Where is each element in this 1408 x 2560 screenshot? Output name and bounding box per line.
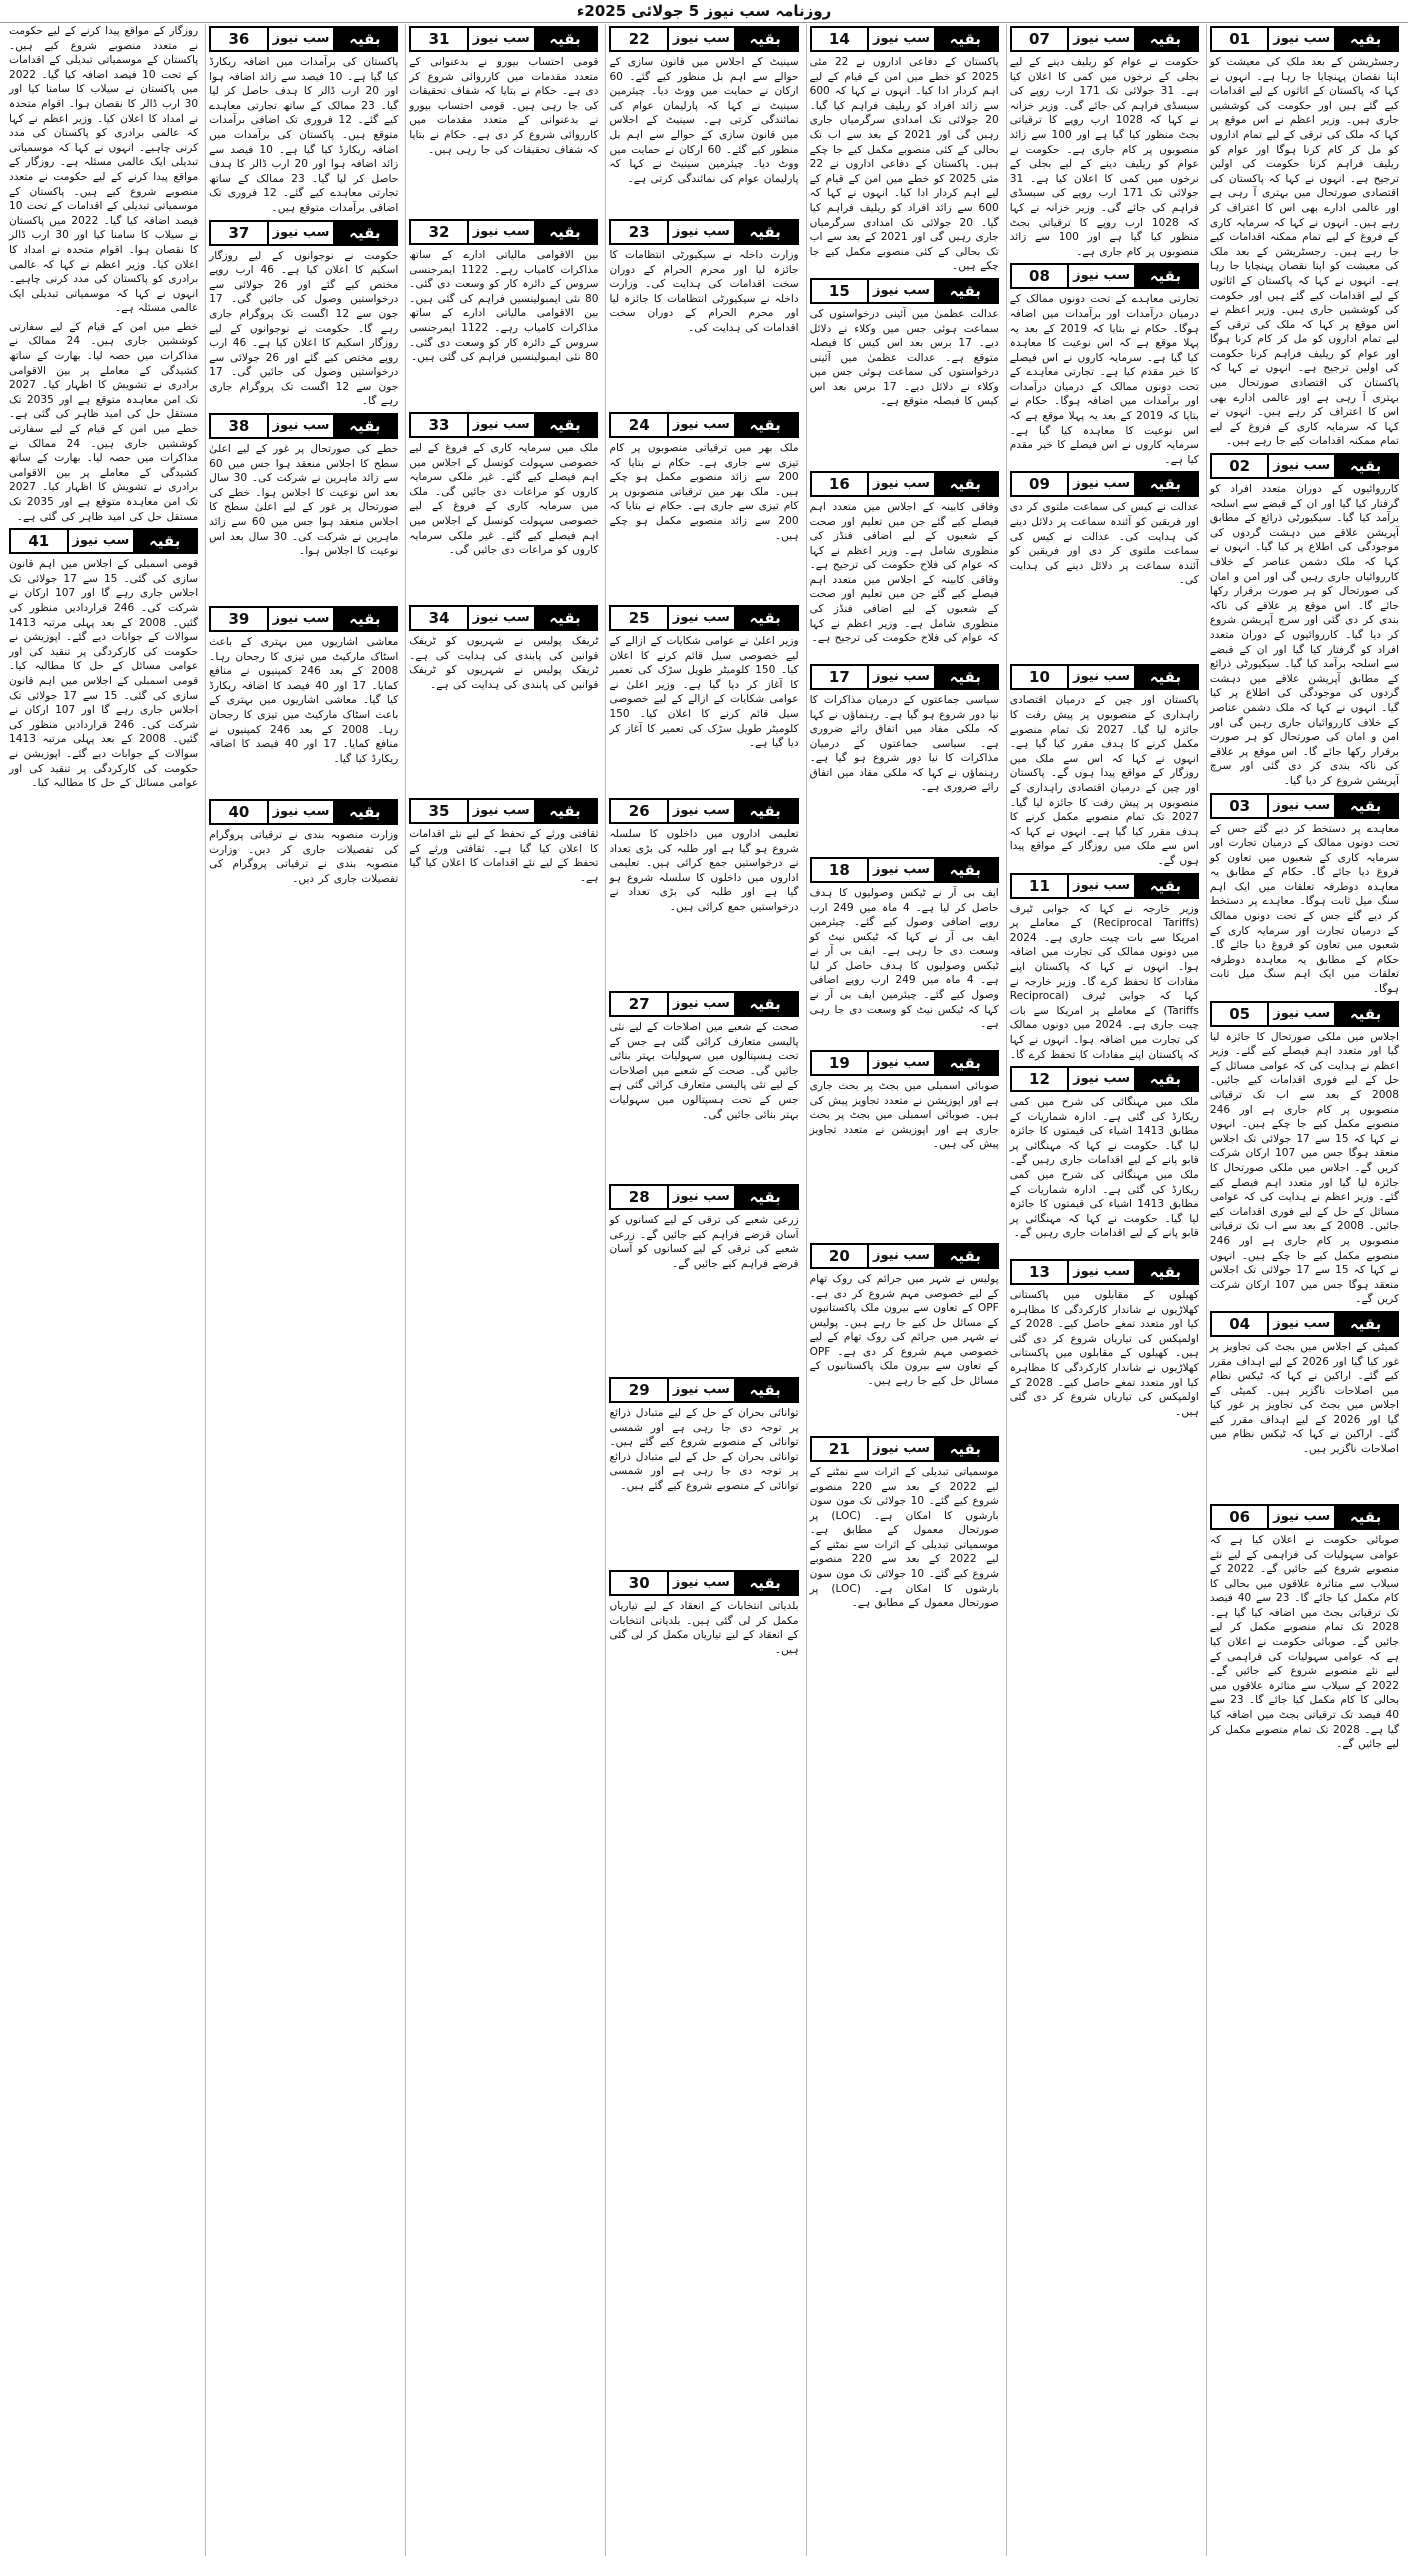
continuation-label: بقیہ — [333, 222, 396, 244]
section-label: سب نیوز — [1073, 1071, 1131, 1087]
continuation-text: ایف بی آر نے ٹیکس وصولیوں کا ہدف حاصل کر لیا ہے۔ 4 ماہ میں 249 ارب روپے اضافی وصول کیے گئے۔ چیئرمین ایف بی آر نے کہا کہ ٹیکس نیٹ کو وسعت دی جا رہی ہے۔ ایف بی آر نے ٹیکس وصولیوں کا ہدف حاصل کر لیا ہے۔ 4 ماہ میں 249 ارب روپے اضافی وصول کیے گئے۔ چیئرمین ایف بی آر نے کہا کہ ٹیکس نیٹ کو وسعت دی جا رہی ہے۔ — [809, 886, 999, 1031]
continuation-number: 09 — [1012, 473, 1070, 495]
section-label: سب نیوز — [672, 996, 730, 1011]
continuation-number: 31 — [411, 28, 469, 50]
continuation-text: ملک میں سرمایہ کاری کے فروغ کے لیے خصوصی سہولت کونسل کے اجلاس میں اہم فیصلے کیے گئے۔ غیر ملکی سرمایہ کاروں کو مراعات دی جائیں گی۔ ملک میں سرمایہ کاری کے فروغ کے لیے خصوصی سہولت کونسل کے اجلاس میں اہم فیصلے کیے گئے۔ غیر ملکی سرمایہ کاروں کو مراعات دی جائیں گی۔ — [409, 442, 599, 557]
continuation-text: رجسٹریشن کے بعد ملک کی معیشت کو اپنا نقصان پہنچایا جا رہا ہے۔ انہوں نے کہا کہ پاکستان کے اثاثوں کے لیے اقدامات کیے گئے ہیں اور حکومت کی کوششیں جاری ہیں۔ وزیر اعظم نے اس موقع پر کہا کہ ملک کی ترقی کے لیے تمام اداروں کو مل کر کام کرنا ہوگا اور عوام کو ریلیف فراہم کرنا حکومت کی اولین ترجیح ہے۔ انہوں نے کہا کہ پاکستان کی اقتصادی صورتحال میں بہتری آ رہی ہے اور عالمی ادارے بھی اس کا اعتراف کر رہے ہیں۔ انہوں نے کہا کہ سرمایہ کاری کے فروغ کے لیے تمام ممکنہ اقدامات کیے جا رہے ہیں۔ رجسٹریشن کے بعد ملک کی معیشت کو اپنا نقصان پہنچایا جا رہا ہے۔ انہوں نے کہا کہ پاکستان کے اثاثوں کے لیے اقدامات کیے گئے ہیں اور حکومت کی کوششیں جاری ہیں۔ وزیر اعظم نے اس موقع پر کہا کہ ملک کی ترقی کے لیے تمام اداروں کو مل کر کام کرنا ہوگا اور عوام کو ریلیف فراہم کرنا حکومت کی اولین ترجیح ہے۔ انہوں نے کہا کہ پاکستان کی اقتصادی صورتحال میں بہتری آ رہی ہے اور عالمی ادارے بھی اس کا اعتراف کر رہے ہیں۔ انہوں نے کہا کہ سرمایہ کاری کے فروغ کے لیے تمام ممکنہ اقدامات کیے جا رہے ہیں۔ — [1209, 56, 1399, 448]
continuation-number: 03 — [1212, 795, 1270, 817]
continuation-number: 10 — [1012, 666, 1070, 688]
continuation-header — [810, 1436, 999, 1462]
continuation-header — [1010, 1259, 1199, 1285]
continuation-header — [609, 1570, 798, 1596]
continuation-label: بقیہ — [1134, 666, 1197, 688]
continuation-header — [209, 220, 398, 246]
continuation-label: بقیہ — [934, 1438, 997, 1460]
continuation-header — [609, 991, 798, 1017]
continuation-label: بقیہ — [1134, 473, 1197, 495]
continuation-label: بقیہ — [734, 993, 797, 1015]
continuation-label: بقیہ — [1134, 28, 1197, 50]
continuation-block — [1210, 793, 1399, 997]
section-label: سب نیوز — [672, 610, 730, 625]
continuation-header — [1210, 793, 1399, 819]
continuation-text: وزیر خارجہ نے کہا کہ جوابی ٹیرف (Reciprocal Tariffs) کے معاملے پر امریکا سے بات چیت جاری ہے۔ 2024 میں دونوں ممالک کی تجارت میں اضافہ ہوا۔ انہوں نے کہا کہ پاکستان اپنے مفادات کا تحفظ کرے گا۔ وزیر خارجہ نے کہا کہ جوابی ٹیرف (Reciprocal Tariffs) کے معاملے پر امریکا سے بات چیت جاری ہے۔ 2024 میں دونوں ممالک کی تجارت میں اضافہ ہوا۔ انہوں نے کہا کہ پاکستان اپنے مفادات کا تحفظ کرے گا۔ — [1009, 902, 1199, 1061]
continuation-block — [609, 1570, 798, 1759]
continuation-header — [209, 606, 398, 632]
continuation-label: بقیہ — [1334, 455, 1397, 477]
section-label: سب نیوز — [872, 1054, 930, 1070]
continuation-label: بقیہ — [734, 1379, 797, 1401]
section-label: سب نیوز — [1273, 31, 1331, 46]
section-label: سب نیوز — [672, 224, 730, 239]
continuation-number: 18 — [812, 859, 870, 881]
section-label: سب نیوز — [672, 1575, 730, 1590]
continuation-block — [409, 412, 598, 601]
continuation-number: 38 — [211, 415, 269, 437]
continuation-block — [1210, 26, 1399, 449]
section-label: سب نیوز — [872, 1440, 930, 1456]
continuation-number: 40 — [211, 801, 269, 823]
continuation-number: 16 — [812, 473, 870, 495]
continuation-text: پاکستان اور چین کے درمیان اقتصادی راہداری کے منصوبوں پر پیش رفت کا جائزہ لیا گیا۔ 2027 تک تمام منصوبے مکمل کرنے کا ہدف مقرر کیا گیا ہے۔ انہوں نے کہا کہ اس سے ملک میں روزگار کے مواقع پیدا ہوں گے۔ پاکستان اور چین کے درمیان اقتصادی راہداری کے منصوبوں پر پیش رفت کا جائزہ لیا گیا۔ 2027 تک تمام منصوبے مکمل کرنے کا ہدف مقرر کیا گیا ہے۔ انہوں نے کہا کہ اس سے ملک میں روزگار کے مواقع پیدا ہوں گے۔ — [1009, 694, 1199, 867]
continuation-header — [209, 799, 398, 825]
continuation-number: 12 — [1012, 1068, 1070, 1090]
continuation-block — [209, 220, 398, 410]
continuation-header — [409, 605, 598, 631]
continuation-text: ثقافتی ورثے کے تحفظ کے لیے نئے اقدامات کا اعلان کیا گیا ہے۔ ثقافتی ورثے کے تحفظ کے لیے نئے اقدامات کا اعلان کیا گیا ہے۔ — [409, 828, 599, 884]
continuation-header — [810, 857, 999, 883]
continuation-header — [609, 412, 798, 438]
continuation-header — [409, 219, 598, 245]
continuation-label: بقیہ — [534, 221, 597, 243]
section-label: سب نیوز — [872, 668, 930, 684]
continuation-header — [609, 219, 798, 245]
continuation-header — [609, 26, 798, 52]
section-label: سب نیوز — [872, 282, 930, 298]
section-label: سب نیوز — [472, 224, 530, 239]
continuation-text: خطے کی صورتحال پر غور کے لیے اعلیٰ سطح کا اجلاس منعقد ہوا جس میں 60 سے زائد ماہرین نے شرکت کی۔ 30 سال بعد اس نوعیت کا اجلاس ہوا۔ خطے کی صورتحال پر غور کے لیے اعلیٰ سطح کا اجلاس منعقد ہوا جس میں 60 سے زائد ماہرین نے شرکت کی۔ 30 سال بعد اس نوعیت کا اجلاس ہوا۔ — [209, 443, 399, 558]
continuation-number: 06 — [1212, 1506, 1270, 1528]
section-label: سب نیوز — [672, 1189, 730, 1204]
continuation-header — [1210, 453, 1399, 479]
continuation-block — [1210, 1001, 1399, 1307]
continuation-number: 04 — [1212, 1313, 1270, 1335]
section-label: سب نیوز — [472, 803, 530, 818]
continuation-number: 17 — [812, 666, 870, 688]
continuation-header — [209, 26, 398, 52]
continuation-text: بین الاقوامی مالیاتی ادارے کے ساتھ مذاکرات کامیاب رہے۔ 1122 ایمرجنسی سروس کے دائرہ کار کو وسعت دی گئی۔ 80 نئی ایمبولینسیں فراہم کی گئی ہیں۔ بین الاقوامی مالیاتی ادارے کے ساتھ مذاکرات کامیاب رہے۔ 1122 ایمرجنسی سروس کے دائرہ کار کو وسعت دی گئی۔ 80 نئی ایمبولینسیں فراہم کی گئی ہیں۔ — [409, 249, 599, 364]
continuation-text: خطے میں امن کے قیام کے لیے سفارتی کوششیں جاری ہیں۔ 24 ممالک نے مذاکرات میں حصہ لیا۔ بھارت کے ساتھ کشیدگی کے معاملے پر بین الاقوامی برادری نے تشویش کا اظہار کیا۔ 2027 تک امن معاہدہ متوقع ہے اور 2035 تک مستقل حل کی امید ظاہر کی گئی ہے۔ خطے میں امن کے قیام کے لیے سفارتی کوششیں جاری ہیں۔ 24 ممالک نے مذاکرات میں حصہ لیا۔ بھارت کے ساتھ کشیدگی کے معاملے پر بین الاقوامی برادری نے تشویش کا اظہار کیا۔ 2027 تک امن معاہدہ متوقع ہے اور 2035 تک مستقل حل کی امید ظاہر کی گئی ہے۔ — [9, 320, 199, 523]
continuation-block — [9, 24, 198, 316]
continuation-header — [810, 664, 999, 690]
continuation-header — [1210, 26, 1399, 52]
continuation-text: پاکستان کی برآمدات میں اضافہ ریکارڈ کیا گیا ہے۔ 10 فیصد سے زائد اضافہ ہوا اور 20 ارب ڈالر کا ہدف حاصل کر لیا گیا۔ 23 ممالک کے ساتھ تجارتی معاہدے کیے گئے۔ 12 فروری تک اضافی برآمدات متوقع ہیں۔ پاکستان کی برآمدات میں اضافہ ریکارڈ کیا گیا ہے۔ 10 فیصد سے زائد اضافہ ہوا اور 20 ارب ڈالر کا ہدف حاصل کر لیا گیا۔ 23 ممالک کے ساتھ تجارتی معاہدے کیے گئے۔ 12 فروری تک اضافی برآمدات متوقع ہیں۔ — [209, 56, 399, 214]
continuation-text: عدالت عظمیٰ میں آئینی درخواستوں کی سماعت ہوئی جس میں وکلاء نے دلائل دیے۔ 17 برس بعد اس کیس کا فیصلہ متوقع ہے۔ عدالت عظمیٰ میں آئینی درخواستوں کی سماعت ہوئی جس میں وکلاء نے دلائل دیے۔ 17 برس بعد اس کیس کا فیصلہ متوقع ہے۔ — [809, 307, 999, 408]
continuation-block — [209, 606, 398, 795]
section-label: سب نیوز — [272, 804, 330, 820]
continuation-text: زرعی شعبے کی ترقی کے لیے کسانوں کو آسان قرضے فراہم کیے جائیں گے۔ زرعی شعبے کی ترقی کے لیے کسانوں کو آسان قرضے فراہم کیے جائیں گے۔ — [609, 1214, 799, 1270]
continuation-number: 26 — [611, 800, 669, 822]
continuation-text: موسمیاتی تبدیلی کے اثرات سے نمٹنے کے لیے 2022 کے بعد سے 220 منصوبے شروع کیے گئے۔ 10 جولائی تک مون سون بارشوں کا امکان ہے۔ (LOC) پر صورتحال معمول کے مطابق ہے۔ موسمیاتی تبدیلی کے اثرات سے نمٹنے کے لیے 2022 کے بعد سے 220 منصوبے شروع کیے گئے۔ 10 جولائی تک مون سون بارشوں کا امکان ہے۔ (LOC) پر صورتحال معمول کے مطابق ہے۔ — [809, 1465, 999, 1610]
continuation-block — [1010, 26, 1199, 259]
continuation-text: ملک میں مہنگائی کی شرح میں کمی ریکارڈ کی گئی ہے۔ ادارہ شماریات کے مطابق 1413 اشیاء کی قیمتوں کا جائزہ لیا گیا۔ حکومت نے کہا کہ مہنگائی پر قابو پانے کے لیے اقدامات جاری رہیں گے۔ ملک میں مہنگائی کی شرح میں کمی ریکارڈ کی گئی ہے۔ ادارہ شماریات کے مطابق 1413 اشیاء کی قیمتوں کا جائزہ لیا گیا۔ حکومت نے کہا کہ مہنگائی پر قابو پانے کے لیے اقدامات جاری رہیں گے۔ — [1009, 1096, 1199, 1240]
section-label: سب نیوز — [1073, 877, 1131, 893]
continuation-label: بقیہ — [534, 414, 597, 436]
continuation-text: پولیس نے شہر میں جرائم کی روک تھام کے لیے خصوصی مہم شروع کر دی ہے۔ OPF کے تعاون سے بیرون ملک پاکستانیوں کے مسائل حل کیے جا رہے ہیں۔ پولیس نے شہر میں جرائم کی روک تھام کے لیے خصوصی مہم شروع کر دی ہے۔ OPF کے تعاون سے بیرون ملک پاکستانیوں کے مسائل حل کیے جا رہے ہیں۔ — [809, 1272, 999, 1388]
section-label: سب نیوز — [672, 1382, 730, 1397]
section-label: سب نیوز — [872, 1247, 930, 1263]
continuation-number: 24 — [611, 414, 669, 436]
continuation-header — [1010, 1066, 1199, 1092]
continuation-label: بقیہ — [734, 1186, 797, 1208]
continuation-block — [810, 664, 999, 853]
continuation-label: بقیہ — [1334, 1506, 1397, 1528]
continuation-text: بلدیاتی انتخابات کے انعقاد کے لیے تیاریاں مکمل کر لی گئی ہیں۔ بلدیاتی انتخابات کے انعقاد کے لیے تیاریاں مکمل کر لی گئی ہیں۔ — [609, 1600, 799, 1656]
continuation-number: 05 — [1212, 1003, 1270, 1025]
continuation-header — [1010, 664, 1199, 690]
continuation-label: بقیہ — [333, 608, 396, 630]
continuation-text: وفاقی کابینہ کے اجلاس میں متعدد اہم فیصلے کیے گئے جن میں تعلیم اور صحت کے شعبوں کے لیے اضافی فنڈز کی منظوری شامل ہے۔ وزیر اعظم نے کہا کہ عوام کی فلاح حکومت کی ترجیح ہے۔ وفاقی کابینہ کے اجلاس میں متعدد اہم فیصلے کیے گئے جن میں تعلیم اور صحت کے شعبوں کے لیے اضافی فنڈز کی منظوری شامل ہے۔ وزیر اعظم نے کہا کہ عوام کی فلاح حکومت کی ترجیح ہے۔ — [809, 500, 999, 645]
continuation-block — [810, 857, 999, 1046]
continuation-number: 15 — [812, 280, 870, 302]
continuation-block — [810, 26, 999, 274]
continuation-label: بقیہ — [734, 800, 797, 822]
continuation-block — [209, 413, 398, 602]
continuation-header — [9, 528, 198, 554]
continuation-label: بقیہ — [1334, 795, 1397, 817]
continuation-header — [609, 1184, 798, 1210]
continuation-number: 11 — [1012, 875, 1070, 897]
continuation-header — [810, 471, 999, 497]
continuation-block — [810, 471, 999, 660]
continuation-text: معاہدے پر دستخط کر دیے گئے جس کے تحت دونوں ممالک کے درمیان تجارت اور سرمایہ کاری کے شعبوں میں تعاون کو فروغ دیا جائے گا۔ حکام کے مطابق یہ معاہدہ دوطرفہ تعلقات میں ایک اہم سنگ میل ثابت ہوگا۔ معاہدے پر دستخط کر دیے گئے جس کے تحت دونوں ممالک کے درمیان تجارت اور سرمایہ کاری کے شعبوں میں تعاون کو فروغ دیا جائے گا۔ حکام کے مطابق یہ معاہدہ دوطرفہ تعلقات میں ایک اہم سنگ میل ثابت ہوگا۔ — [1209, 822, 1399, 996]
continuation-label: بقیہ — [734, 607, 797, 629]
continuation-label: بقیہ — [934, 859, 997, 881]
continuation-number: 14 — [812, 28, 870, 50]
continuation-header — [810, 1050, 999, 1076]
continuation-text: کارروائیوں کے دوران متعدد افراد کو گرفتار کیا گیا اور ان کے قبضے سے اسلحہ برآمد کیا گیا۔ سیکیورٹی ذرائع کے مطابق آپریشن علاقے میں دہشت گردوں کی موجودگی کی اطلاع پر کیا گیا۔ انہوں نے کہا کہ ملک دشمن عناصر کے خلاف کارروائیاں جاری رہیں گی اور امن و امان کی صورتحال کو ہر صورت برقرار رکھا جائے گا۔ اس موقع پر علاقے کی ناکہ بندی کر دی گئی اور سرچ آپریشن شروع کر دیا گیا۔ کارروائیوں کے دوران متعدد افراد کو گرفتار کیا گیا اور ان کے قبضے سے اسلحہ برآمد کیا گیا۔ سیکیورٹی ذرائع کے مطابق آپریشن علاقے میں دہشت گردوں کی موجودگی کی اطلاع پر کیا گیا۔ انہوں نے کہا کہ ملک دشمن عناصر کے خلاف کارروائیاں جاری رہیں گی اور امن و امان کی صورتحال کو ہر صورت برقرار رکھا جائے گا۔ اس موقع پر علاقے کی ناکہ بندی کر دی گئی اور سرچ آپریشن شروع کر دیا گیا۔ — [1209, 483, 1399, 787]
continuation-label: بقیہ — [333, 415, 396, 437]
continuation-number: 19 — [812, 1052, 870, 1074]
continuation-number: 35 — [411, 800, 469, 822]
continuation-text: قومی احتساب بیورو نے بدعنوانی کے متعدد مقدمات میں کارروائی شروع کر دی ہے۔ حکام نے بتایا کہ شفاف تحقیقات کی جا رہی ہیں۔ قومی احتساب بیورو نے بدعنوانی کے متعدد مقدمات میں کارروائی شروع کر دی ہے۔ حکام نے بتایا کہ شفاف تحقیقات کی جا رہی ہیں۔ — [409, 56, 599, 156]
continuation-header — [609, 1377, 798, 1403]
continuation-number: 30 — [611, 1572, 669, 1594]
continuation-label: بقیہ — [133, 530, 196, 552]
continuation-header — [409, 798, 598, 824]
continuation-header — [810, 278, 999, 304]
continuation-block — [1210, 1504, 1399, 1752]
continuation-text: وزارت داخلہ نے سیکیورٹی انتظامات کا جائزہ لیا اور محرم الحرام کے دوران سخت اقدامات کی ہدایت کی۔ وزارت داخلہ نے سیکیورٹی انتظامات کا جائزہ لیا اور محرم الحرام کے دوران سخت اقدامات کی ہدایت کی۔ — [609, 249, 799, 334]
continuation-block — [609, 412, 798, 601]
continuation-label: بقیہ — [333, 801, 396, 823]
news-column-4 — [605, 24, 801, 2556]
continuation-block — [1010, 1066, 1199, 1255]
continuation-header — [1010, 873, 1199, 899]
section-label: سب نیوز — [1073, 31, 1131, 46]
continuation-number: 01 — [1212, 28, 1270, 50]
continuation-text: قومی اسمبلی کے اجلاس میں اہم قانون سازی کی گئی۔ 15 سے 17 جولائی تک اجلاس جاری رہے گا اور 107 ارکان نے شرکت کی۔ 246 قراردادیں منظور کی گئیں۔ 2008 کے بعد پہلی مرتبہ 1413 سوالات کے جوابات دیے گئے۔ اپوزیشن نے حکومت کی کارکردگی پر تنقید کی اور عوامی مسائل کے حل کا مطالبہ کیا۔ قومی اسمبلی کے اجلاس میں اہم قانون سازی کی گئی۔ 15 سے 17 جولائی تک اجلاس جاری رہے گا اور 107 ارکان نے شرکت کی۔ 246 قراردادیں منظور کی گئیں۔ 2008 کے بعد پہلی مرتبہ 1413 سوالات کے جوابات دیے گئے۔ اپوزیشن نے حکومت کی کارکردگی پر تنقید کی اور عوامی مسائل کے حل کا مطالبہ کیا۔ — [9, 558, 199, 790]
continuation-number: 37 — [211, 222, 269, 244]
continuation-block — [209, 26, 398, 216]
section-label: سب نیوز — [272, 611, 330, 627]
continuation-label: بقیہ — [934, 1245, 997, 1267]
continuation-text: پاکستان کے دفاعی اداروں نے 22 مئی 2025 کو خطے میں امن کے قیام کے لیے اہم کردار ادا کیا۔ انہوں نے کہا کہ 600 سے زائد افراد کو ریلیف فراہم کیا گیا۔ 20 جولائی تک امدادی سرگرمیاں جاری رہیں گی اور 2021 کے بعد سے اب تک بحالی کے کئی منصوبے مکمل کیے جا چکے ہیں۔ پاکستان کے دفاعی اداروں نے 22 مئی 2025 کو خطے میں امن کے قیام کے لیے اہم کردار ادا کیا۔ انہوں نے کہا کہ 600 سے زائد افراد کو ریلیف فراہم کیا گیا۔ 20 جولائی تک امدادی سرگرمیاں جاری رہیں گی اور 2021 کے بعد سے اب تک بحالی کے کئی منصوبے مکمل کیے جا چکے ہیں۔ — [809, 56, 999, 273]
continuation-block — [1010, 664, 1199, 868]
continuation-header — [1010, 263, 1199, 289]
continuation-header — [609, 605, 798, 631]
continuation-text: حکومت نے عوام کو ریلیف دینے کے لیے بجلی کے نرخوں میں کمی کا اعلان کیا ہے۔ 31 جولائی تک 171 ارب روپے کی سبسڈی فراہم کی جائے گی۔ وزیر خزانہ نے کہا کہ 1028 ارب روپے کا ترقیاتی بجٹ منظور کیا گیا ہے اور 100 سے زائد منصوبوں پر کام جاری ہے۔ حکومت نے عوام کو ریلیف دینے کے لیے بجلی کے نرخوں میں کمی کا اعلان کیا ہے۔ 31 جولائی تک 171 ارب روپے کی سبسڈی فراہم کی جائے گی۔ وزیر خزانہ نے کہا کہ 1028 ارب روپے کا ترقیاتی بجٹ منظور کیا گیا ہے اور 100 سے زائد منصوبوں پر کام جاری ہے۔ — [1009, 56, 1199, 258]
continuation-block — [209, 799, 398, 988]
continuation-label: بقیہ — [934, 1052, 997, 1074]
section-label: سب نیوز — [672, 31, 730, 46]
continuation-text: تعلیمی اداروں میں داخلوں کا سلسلہ شروع ہو گیا ہے اور طلبہ کی بڑی تعداد نے درخواستیں جمع کرائی ہیں۔ تعلیمی اداروں میں داخلوں کا سلسلہ شروع ہو گیا ہے اور طلبہ کی بڑی تعداد نے درخواستیں جمع کرائی ہیں۔ — [609, 828, 799, 913]
continuation-block — [409, 26, 598, 215]
continuation-number: 29 — [611, 1379, 669, 1401]
continuation-header — [1010, 471, 1199, 497]
continuation-label: بقیہ — [333, 28, 396, 50]
news-column-6 — [205, 24, 401, 2556]
section-label: سب نیوز — [1273, 1315, 1331, 1331]
continuation-header — [1210, 1504, 1399, 1530]
continuation-text: ٹریفک پولیس نے شہریوں کو ٹریفک قوانین کی پابندی کی ہدایت کی ہے۔ ٹریفک پولیس نے شہریوں کو ٹریفک قوانین کی پابندی کی ہدایت کی ہے۔ — [409, 635, 599, 691]
continuation-block — [9, 320, 198, 524]
continuation-text: صحت کے شعبے میں اصلاحات کے لیے نئی پالیسی متعارف کرائی گئی ہے جس کے تحت ہسپتالوں میں سہولیات بہتر بنائی جائیں گی۔ صحت کے شعبے میں اصلاحات کے لیے نئی پالیسی متعارف کرائی گئی ہے جس کے تحت ہسپتالوں میں سہولیات بہتر بنائی جائیں گی۔ — [609, 1021, 799, 1121]
continuation-block — [409, 605, 598, 794]
news-column-5 — [405, 24, 601, 2556]
continuation-block — [9, 528, 198, 791]
continuation-text: معاشی اشاریوں میں بہتری کے باعث اسٹاک مارکیٹ میں تیزی کا رجحان رہا۔ 2008 کے بعد 246 کمپنیوں نے منافع کمایا۔ 17 اور 40 فیصد کا اضافہ ریکارڈ کیا گیا۔ معاشی اشاریوں میں بہتری کے باعث اسٹاک مارکیٹ میں تیزی کا رجحان رہا۔ 2008 کے بعد 246 کمپنیوں نے منافع کمایا۔ 17 اور 40 فیصد کا اضافہ ریکارڈ کیا گیا۔ — [209, 636, 399, 765]
section-label: سب نیوز — [1073, 669, 1131, 685]
continuation-text: روزگار کے مواقع پیدا کرنے کے لیے حکومت نے متعدد منصوبے شروع کیے ہیں۔ پاکستان کے موسمیاتی تبدیلی کے اقدامات کے تحت 10 فیصد اضافہ کیا گیا۔ 2022 میں پاکستان نے سیلاب کا سامنا کیا اور 30 ارب ڈالر کا نقصان ہوا۔ اقوام متحدہ نے امداد کا اعلان کیا۔ وزیر اعظم نے کہا کہ عالمی برادری کو پاکستان کی مدد کرنی چاہیے۔ انہوں نے کہا کہ موسمیاتی تبدیلی ایک عالمی مسئلہ ہے۔ روزگار کے مواقع پیدا کرنے کے لیے حکومت نے متعدد منصوبے شروع کیے ہیں۔ پاکستان کے موسمیاتی تبدیلی کے اقدامات کے تحت 10 فیصد اضافہ کیا گیا۔ 2022 میں پاکستان نے سیلاب کا سامنا کیا اور 30 ارب ڈالر کا نقصان ہوا۔ اقوام متحدہ نے امداد کا اعلان کیا۔ وزیر اعظم نے کہا کہ عالمی برادری کو پاکستان کی مدد کرنی چاہیے۔ انہوں نے کہا کہ موسمیاتی تبدیلی ایک عالمی مسئلہ ہے۔ — [9, 25, 199, 315]
continuation-number: 20 — [812, 1245, 870, 1267]
news-column-3 — [806, 24, 1002, 2556]
continuation-label: بقیہ — [1334, 1003, 1397, 1025]
continuation-text: وزارت منصوبہ بندی نے ترقیاتی پروگرام کی تفصیلات جاری کر دیں۔ وزارت منصوبہ بندی نے ترقیاتی پروگرام کی تفصیلات جاری کر دیں۔ — [209, 829, 399, 885]
section-label: سب نیوز — [872, 475, 930, 491]
section-label: سب نیوز — [1273, 797, 1331, 813]
continuation-label: بقیہ — [1334, 1313, 1397, 1335]
continuation-text: سیاسی جماعتوں کے درمیان مذاکرات کا نیا دور شروع ہو گیا ہے۔ رہنماؤں نے کہا کہ ملکی مفاد میں اتفاق رائے ضروری ہے۔ سیاسی جماعتوں کے درمیان مذاکرات کا نیا دور شروع ہو گیا ہے۔ رہنماؤں نے کہا کہ ملکی مفاد میں اتفاق رائے ضروری ہے۔ — [809, 693, 999, 794]
continuation-text: عدالت نے کیس کی سماعت ملتوی کر دی اور فریقین کو آئندہ سماعت پر دلائل دینے کی ہدایت کی۔ عدالت نے کیس کی سماعت ملتوی کر دی اور فریقین کو آئندہ سماعت پر دلائل دینے کی ہدایت کی۔ — [1009, 501, 1199, 587]
continuation-label: بقیہ — [734, 221, 797, 243]
continuation-block — [1010, 263, 1199, 467]
continuation-number: 27 — [611, 993, 669, 1015]
section-label: سب نیوز — [1273, 1508, 1331, 1524]
continuation-header — [810, 1243, 999, 1269]
continuation-number: 32 — [411, 221, 469, 243]
continuation-number: 36 — [211, 28, 269, 50]
continuation-label: بقیہ — [534, 28, 597, 50]
continuation-text: توانائی بحران کے حل کے لیے متبادل ذرائع پر توجہ دی جا رہی ہے اور شمسی توانائی کے منصوبے شروع کیے گئے ہیں۔ توانائی بحران کے حل کے لیے متبادل ذرائع پر توجہ دی جا رہی ہے اور شمسی توانائی کے منصوبے شروع کیے گئے ہیں۔ — [609, 1407, 799, 1492]
continuation-number: 13 — [1012, 1261, 1070, 1283]
section-label: سب نیوز — [1273, 1005, 1331, 1021]
section-label: سب نیوز — [1073, 268, 1131, 284]
continuation-label: بقیہ — [734, 414, 797, 436]
continuation-block — [810, 278, 999, 467]
columns-container — [6, 24, 1402, 2556]
continuation-block — [609, 991, 798, 1180]
continuation-label: بقیہ — [1134, 1261, 1197, 1283]
section-label: سب نیوز — [672, 417, 730, 432]
continuation-label: بقیہ — [534, 800, 597, 822]
continuation-header — [1210, 1311, 1399, 1337]
continuation-number: 07 — [1012, 28, 1070, 50]
continuation-header — [609, 798, 798, 824]
continuation-label: بقیہ — [734, 28, 797, 50]
continuation-label: بقیہ — [1134, 265, 1197, 287]
continuation-text: صوبائی اسمبلی میں بجٹ پر بحث جاری ہے اور اپوزیشن نے متعدد تجاویز پیش کی ہیں۔ صوبائی اسمبلی میں بجٹ پر بحث جاری ہے اور اپوزیشن نے متعدد تجاویز پیش کی ہیں۔ — [809, 1079, 999, 1151]
section-label: سب نیوز — [272, 418, 330, 434]
continuation-number: 41 — [11, 530, 69, 552]
continuation-label: بقیہ — [934, 28, 997, 50]
continuation-block — [810, 1243, 999, 1432]
continuation-header — [1010, 26, 1199, 52]
section-label: سب نیوز — [272, 224, 330, 240]
continuation-number: 28 — [611, 1186, 669, 1208]
continuation-header — [409, 26, 598, 52]
continuation-number: 23 — [611, 221, 669, 243]
continuation-header — [209, 413, 398, 439]
section-label: سب نیوز — [1273, 458, 1331, 474]
continuation-number: 21 — [812, 1438, 870, 1460]
continuation-block — [1010, 873, 1199, 1063]
continuation-block — [409, 219, 598, 408]
continuation-text: سینیٹ کے اجلاس میں قانون سازی کے حوالے سے اہم بل منظور کیے گئے۔ 60 ارکان نے حمایت میں ووٹ دیا۔ چیئرمین سینیٹ نے کہا کہ پارلیمان عوام کی نمائندگی کرتی ہے۔ سینیٹ کے اجلاس میں قانون سازی کے حوالے سے اہم بل منظور کیے گئے۔ 60 ارکان نے حمایت میں ووٹ دیا۔ چیئرمین سینیٹ نے کہا کہ پارلیمان عوام کی نمائندگی کرتی ہے۔ — [609, 56, 799, 185]
section-label: سب نیوز — [672, 803, 730, 818]
continuation-number: 25 — [611, 607, 669, 629]
continuation-header — [810, 26, 999, 52]
news-column-1 — [1206, 24, 1402, 2556]
section-label: سب نیوز — [72, 533, 130, 549]
continuation-block — [1210, 1311, 1399, 1500]
continuation-number: 34 — [411, 607, 469, 629]
continuation-block — [810, 1436, 999, 1625]
continuation-label: بقیہ — [934, 666, 997, 688]
section-label: سب نیوز — [472, 610, 530, 625]
continuation-text: وزیر اعلیٰ نے عوامی شکایات کے ازالے کے لیے خصوصی سیل قائم کرنے کا اعلان کیا۔ 150 کلومیٹر طویل سڑک کی تعمیر کا آغاز کر دیا گیا ہے۔ وزیر اعلیٰ نے عوامی شکایات کے ازالے کے لیے خصوصی سیل قائم کرنے کا اعلان کیا۔ 150 کلومیٹر طویل سڑک کی تعمیر کا آغاز کر دیا گیا ہے۔ — [609, 635, 799, 750]
continuation-label: بقیہ — [1334, 28, 1397, 50]
continuation-label: بقیہ — [1134, 875, 1197, 897]
section-label: سب نیوز — [472, 417, 530, 432]
continuation-text: ملک بھر میں ترقیاتی منصوبوں پر کام تیزی سے جاری ہے۔ حکام نے بتایا کہ 200 سے زائد منصوبے مکمل ہو چکے ہیں۔ ملک بھر میں ترقیاتی منصوبوں پر کام تیزی سے جاری ہے۔ حکام نے بتایا کہ 200 سے زائد منصوبے مکمل ہو چکے ہیں۔ — [609, 442, 799, 542]
continuation-text: تجارتی معاہدے کے تحت دونوں ممالک کے درمیان درآمدات اور برآمدات میں اضافہ ہوگا۔ حکام نے بتایا کہ 2019 کے بعد یہ پہلا موقع ہے کہ اس نوعیت کا معاہدہ کیا گیا ہے۔ سرمایہ کاروں نے اس فیصلے کا خیر مقدم کیا ہے۔ تجارتی معاہدے کے تحت دونوں ممالک کے درمیان درآمدات اور برآمدات میں اضافہ ہوگا۔ حکام نے بتایا کہ 2019 کے بعد یہ پہلا موقع ہے کہ اس نوعیت کا معاہدہ کیا گیا ہے۔ سرمایہ کاروں نے اس فیصلے کا خیر مقدم کیا ہے۔ — [1009, 293, 1199, 466]
continuation-number: 02 — [1212, 455, 1270, 477]
section-label: سب نیوز — [872, 861, 930, 877]
continuation-block — [609, 26, 798, 215]
continuation-header — [409, 412, 598, 438]
section-label: سب نیوز — [1073, 476, 1131, 492]
continuation-text: اجلاس میں ملکی صورتحال کا جائزہ لیا گیا اور متعدد اہم فیصلے کیے گئے۔ وزیر اعظم نے ہدایت کی کہ عوامی مسائل کے حل کے لیے فوری اقدامات کیے جائیں۔ 2008 کے بعد سے اب تک ترقیاتی منصوبوں پر کام جاری ہے اور 246 منصوبے مکمل کیے جا چکے ہیں۔ انہوں نے کہا کہ 15 سے 17 جولائی تک اجلاس منعقد ہوگا جس میں 107 ارکان شرکت کریں گے۔ اجلاس میں ملکی صورتحال کا جائزہ لیا گیا اور متعدد اہم فیصلے کیے گئے۔ وزیر اعظم نے ہدایت کی کہ عوامی مسائل کے حل کے لیے فوری اقدامات کیے جائیں۔ 2008 کے بعد سے اب تک ترقیاتی منصوبوں پر کام جاری ہے اور 246 منصوبے مکمل کیے جا چکے ہیں۔ انہوں نے کہا کہ 15 سے 17 جولائی تک اجلاس منعقد ہوگا جس میں 107 ارکان شرکت کریں گے۔ — [1209, 1030, 1399, 1306]
news-column-2 — [1006, 24, 1202, 2556]
continuation-block — [409, 798, 598, 987]
continuation-text: کھیلوں کے مقابلوں میں پاکستانی کھلاڑیوں نے شاندار کارکردگی کا مظاہرہ کیا اور متعدد تمغے حاصل کیے۔ 2028 کے اولمپکس کی تیاریاں شروع کر دی گئی ہیں۔ کھیلوں کے مقابلوں میں پاکستانی کھلاڑیوں نے شاندار کارکردگی کا مظاہرہ کیا اور متعدد تمغے حاصل کیے۔ 2028 کے اولمپکس کی تیاریاں شروع کر دی گئی ہیں۔ — [1009, 1289, 1199, 1418]
continuation-text: صوبائی حکومت نے اعلان کیا ہے کہ عوامی سہولیات کی فراہمی کے لیے نئے منصوبے شروع کیے جائیں گے۔ 2022 کے سیلاب سے متاثرہ علاقوں میں بحالی کا کام مکمل کیا جائے گا۔ 23 سے 40 فیصد تک ترقیاتی بجٹ میں اضافہ کیا گیا ہے۔ 2028 تک تمام منصوبے مکمل کر لیے جائیں گے۔ صوبائی حکومت نے اعلان کیا ہے کہ عوامی سہولیات کی فراہمی کے لیے نئے منصوبے شروع کیے جائیں گے۔ 2022 کے سیلاب سے متاثرہ علاقوں میں بحالی کا کام مکمل کیا جائے گا۔ 23 سے 40 فیصد تک ترقیاتی بجٹ میں اضافہ کیا گیا ہے۔ 2028 تک تمام منصوبے مکمل کر لیے جائیں گے۔ — [1209, 1533, 1400, 1751]
continuation-label: بقیہ — [734, 1572, 797, 1594]
continuation-label: بقیہ — [934, 280, 997, 302]
continuation-number: 39 — [211, 608, 269, 630]
section-label: سب نیوز — [272, 31, 330, 46]
continuation-number: 33 — [411, 414, 469, 436]
masthead-dateline: روزنامہ سب نیوز 5 جولائی 2025ء — [0, 0, 1408, 23]
continuation-block — [1010, 471, 1199, 660]
continuation-number: 08 — [1012, 265, 1070, 287]
section-label: سب نیوز — [472, 31, 530, 46]
continuation-text: کمیٹی کے اجلاس میں بجٹ کی تجاویز پر غور کیا گیا اور 2026 کے لیے اہداف مقرر کیے گئے۔ اراکین نے کہا کہ ٹیکس نظام میں اصلاحات ناگزیر ہیں۔ کمیٹی کے اجلاس میں بجٹ کی تجاویز پر غور کیا گیا اور 2026 کے لیے اہداف مقرر کیے گئے۔ اراکین نے کہا کہ ٹیکس نظام میں اصلاحات ناگزیر ہیں۔ — [1209, 1340, 1399, 1456]
continuation-block — [609, 1377, 798, 1566]
continuation-block — [609, 605, 798, 794]
continuation-block — [810, 1050, 999, 1239]
continuation-text: حکومت نے نوجوانوں کے لیے روزگار اسکیم کا اعلان کیا ہے۔ 46 ارب روپے مختص کیے گئے اور 26 جولائی سے درخواستیں وصول کی جائیں گی۔ 17 جون سے 12 اگست تک پروگرام جاری رہے گا۔ حکومت نے نوجوانوں کے لیے روزگار اسکیم کا اعلان کیا ہے۔ 46 ارب روپے مختص کیے گئے اور 26 جولائی سے درخواستیں وصول کی جائیں گی۔ 17 جون سے 12 اگست تک پروگرام جاری رہے گا۔ — [209, 249, 399, 408]
continuation-label: بقیہ — [534, 607, 597, 629]
continuation-block — [609, 219, 798, 408]
continuation-block — [609, 1184, 798, 1373]
continuation-block — [609, 798, 798, 987]
section-label: سب نیوز — [872, 31, 930, 46]
news-column-7 — [6, 24, 201, 2556]
continuation-label: بقیہ — [1134, 1068, 1197, 1090]
section-label: سب نیوز — [1073, 1264, 1131, 1280]
continuation-number: 22 — [611, 28, 669, 50]
continuation-label: بقیہ — [934, 473, 997, 495]
continuation-block — [1210, 453, 1399, 788]
continuation-block — [1010, 1259, 1199, 1448]
continuation-header — [1210, 1001, 1399, 1027]
